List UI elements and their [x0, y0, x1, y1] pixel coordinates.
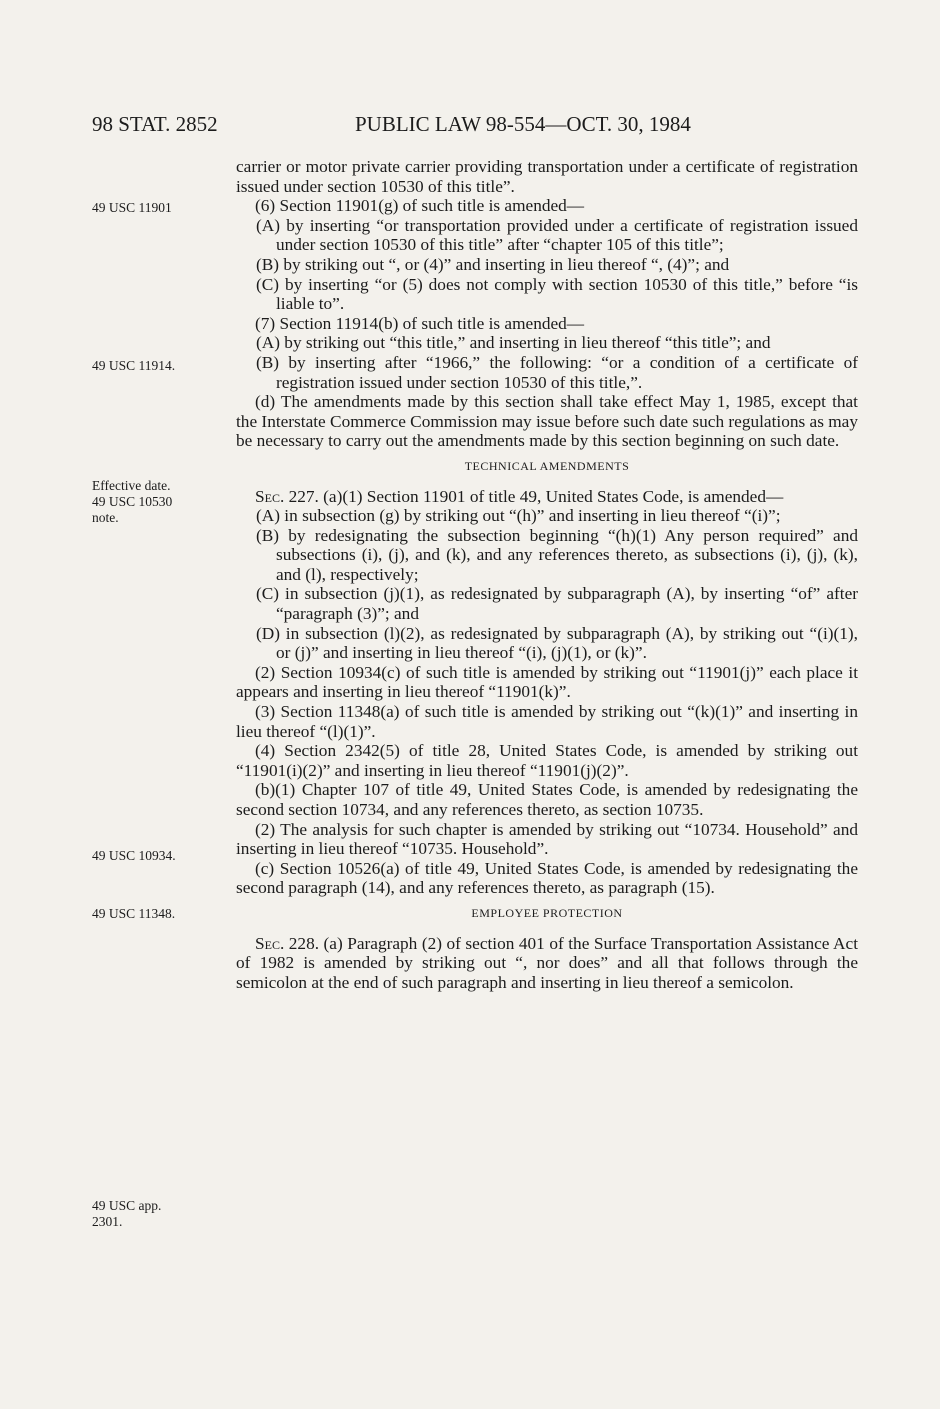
paragraph: (A) by striking out “this title,” and inserting in lieu thereof “this title”; and: [256, 333, 771, 353]
paragraph: (7) Section 11914(b) of such title is amended—: [255, 313, 585, 333]
paragraph: (B) by redesignating the subsection beginning “(h)(1) Any person required” and subsections (i), (j), and (k), and any references thereto, as subsections (i), (j), (k), and (l), respectively;: [256, 525, 858, 584]
margin-note: 49 USC app.: [92, 1198, 162, 1213]
paragraph: (c) Section 10526(a) of title 49, United States Code, is amended by redesignating the second paragraph (14), and any references thereto, as paragraph (15).: [236, 858, 858, 898]
section-label: Sec.: [255, 933, 285, 953]
statute-body: [236, 157, 858, 992]
section-paragraph: [236, 487, 858, 507]
paragraph: (D) in subsection (l)(2), as redesignated by subparagraph (A), by striking out “(i)(1), or (j)” and inserting in lieu thereof “(i), (j)(1), or (k)”.: [256, 623, 858, 663]
paragraph: (d) The amendments made by this section shall take effect May 1, 1985, except that the Interstate Commerce Commission may issue before such date such regulations as may be necessary to carry out the amendments made by this section beginning on such date.: [236, 392, 858, 451]
paragraph: (A) by inserting “or transportation provided under a certificate of registration issued under section 10530 of this title” after “chapter 105 of this title”;: [256, 215, 858, 255]
paragraph: carrier or motor private carrier providing transportation under a certificate of registration issued under section 10530 of this title”.: [236, 157, 858, 196]
paragraph: (B) by striking out “, or (4)” and inserting in lieu thereof “, (4)”; and: [256, 254, 730, 274]
paragraph: (B) by inserting after “1966,” the following: “or a condition of a certificate of registration issued under section 10530 of this title,”.: [256, 352, 858, 392]
paragraph: (6) Section 11901(g) of such title is amended—: [255, 196, 585, 216]
statute-page-number: 98 STAT. 2852: [92, 112, 218, 136]
margin-note: 49 USC 11348.: [92, 906, 176, 921]
margin-note: 49 USC 10934.: [92, 848, 176, 863]
section-text: 228. (a) Paragraph (2) of section 401 of the Surface Transportation Assistance Act of 1982 is amended by striking out “, nor does” and all that follows through the semicolon at the end of such paragraph and inserting in lieu thereof a semicolon.: [236, 933, 858, 992]
page-header: [0, 112, 940, 140]
margin-note: 49 USC 10530: [92, 494, 173, 509]
margin-note: 49 USC 11914.: [92, 358, 176, 373]
section-paragraph: [236, 934, 858, 993]
paragraph: (C) by inserting “or (5) does not comply with section 10530 of this title,” before “is liable to”.: [256, 274, 858, 314]
section-text: 227. (a)(1) Section 11901 of title 49, United States Code, is amended—: [284, 486, 784, 506]
paragraph: (2) The analysis for such chapter is amended by striking out “10734. Household” and inserting in lieu thereof “10735. Household”.: [236, 819, 858, 859]
section-heading: EMPLOYEE PROTECTION: [471, 905, 623, 920]
section-heading: TECHNICAL AMENDMENTS: [464, 458, 630, 473]
margin-note: note.: [92, 510, 119, 525]
paragraph: (b)(1) Chapter 107 of title 49, United States Code, is amended by redesignating the second section 10734, and any references thereto, as section 10735.: [236, 780, 858, 819]
paragraph: (3) Section 11348(a) of such title is amended by striking out “(k)(1)” and inserting in lieu thereof “(l)(1)”.: [236, 702, 858, 741]
margin-note: 49 USC 11901: [92, 200, 172, 215]
running-title: PUBLIC LAW 98-554—OCT. 30, 1984: [355, 112, 691, 136]
paragraph: (C) in subsection (j)(1), as redesignated by subparagraph (A), by inserting “of” after “paragraph (3)”; and: [256, 584, 858, 624]
margin-note: Effective date.: [92, 478, 171, 493]
paragraph: (2) Section 10934(c) of such title is amended by striking out “11901(j)” each place it appears and inserting in lieu thereof “11901(k)”.: [236, 662, 858, 702]
margin-note: 2301.: [92, 1214, 123, 1229]
paragraph: (4) Section 2342(5) of title 28, United States Code, is amended by striking out “11901(i)(2)” and inserting in lieu thereof “11901(j)(2)”.: [236, 741, 858, 780]
paragraph: (A) in subsection (g) by striking out “(h)” and inserting in lieu thereof “(i)”;: [256, 506, 781, 526]
section-label: Sec.: [255, 486, 285, 506]
